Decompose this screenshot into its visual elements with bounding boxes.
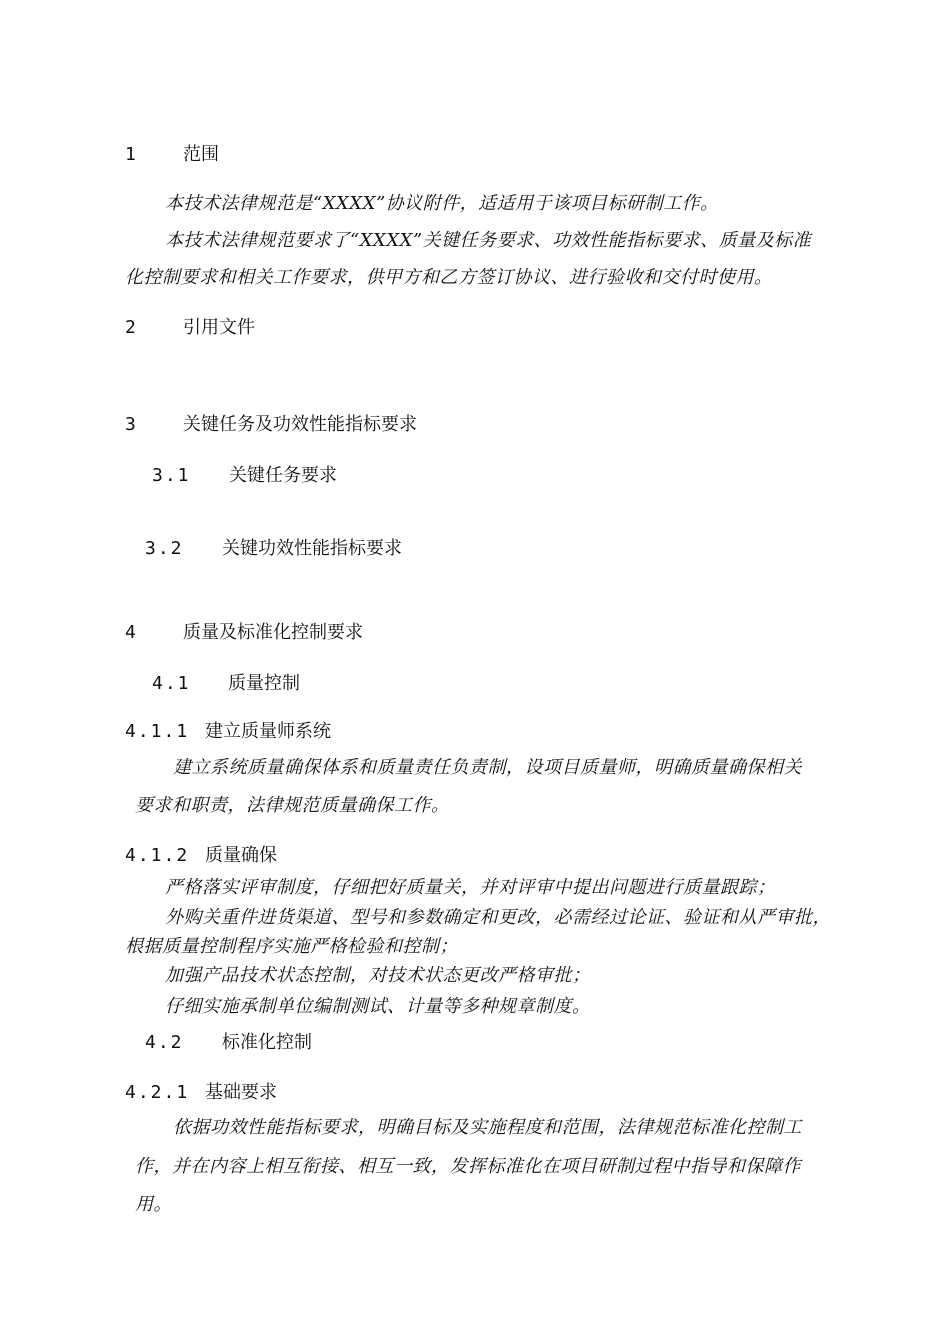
section-title: 关键任务及功效性能指标要求 [183,414,417,435]
section-title: 关键任务要求 [229,465,337,486]
paragraph-line: 本技术法律规范要求了“XXXX”关键任务要求、功效性能指标要求、质量及标准 [165,230,812,251]
paragraph-line: 建立系统质量确保体系和质量责任负责制，设项目质量师，明确质量确保相关 [173,757,802,778]
section-number: 3.2 [145,538,184,559]
paragraph-line: 加强产品技术状态控制，对技术状态更改严格审批； [165,965,591,986]
paragraph-line: 依据功效性能指标要求，明确目标及实施程度和范围，法律规范标准化控制工 [173,1117,802,1138]
section-title: 基础要求 [205,1082,277,1103]
section-title: 质量确保 [205,845,277,866]
paragraph-line: 作，并在内容上相互衔接、相互一致，发挥标准化在项目研制过程中指导和保障作 [135,1156,801,1177]
section-title: 引用文件 [183,317,255,338]
section-title: 关键功效性能指标要求 [222,538,402,559]
section-number: 1 [125,144,138,165]
section-title: 标准化控制 [222,1032,312,1053]
paragraph-line: 仔细实施承制单位编制测试、计量等多种规章制度。 [165,996,591,1017]
paragraph-line: 严格落实评审制度，仔细把好质量关，并对评审中提出问题进行质量跟踪； [165,877,776,898]
section-title: 范围 [183,144,219,165]
section-number: 4.1.2 [125,845,190,866]
paragraph-line: 根据质量控制程序实施严格检验和控制； [125,936,458,957]
paragraph-line: 化控制要求和相关工作要求，供甲方和乙方签订协议、进行验收和交付时使用。 [125,267,773,288]
section-title: 质量及标准化控制要求 [183,622,363,643]
section-number: 3 [125,414,138,435]
section-number: 2 [125,317,138,338]
section-number: 4.1.1 [125,721,190,742]
paragraph-line: 要求和职责，法律规范质量确保工作。 [135,795,450,816]
section-number: 3.1 [152,465,191,486]
paragraph-line: 外购关重件进货渠道、型号和参数确定和更改，必需经过论证、验证和从严审批， [165,907,831,928]
section-number: 4.2.1 [125,1082,190,1103]
section-title: 建立质量师系统 [205,721,331,742]
section-number: 4 [125,622,138,643]
section-title: 质量控制 [228,673,300,694]
paragraph-line: 本技术法律规范是“XXXX”协议附件，适适用于该项目标研制工作。 [165,193,719,214]
section-number: 4.2 [145,1032,184,1053]
paragraph-line: 用。 [135,1194,172,1215]
section-number: 4.1 [152,673,191,694]
